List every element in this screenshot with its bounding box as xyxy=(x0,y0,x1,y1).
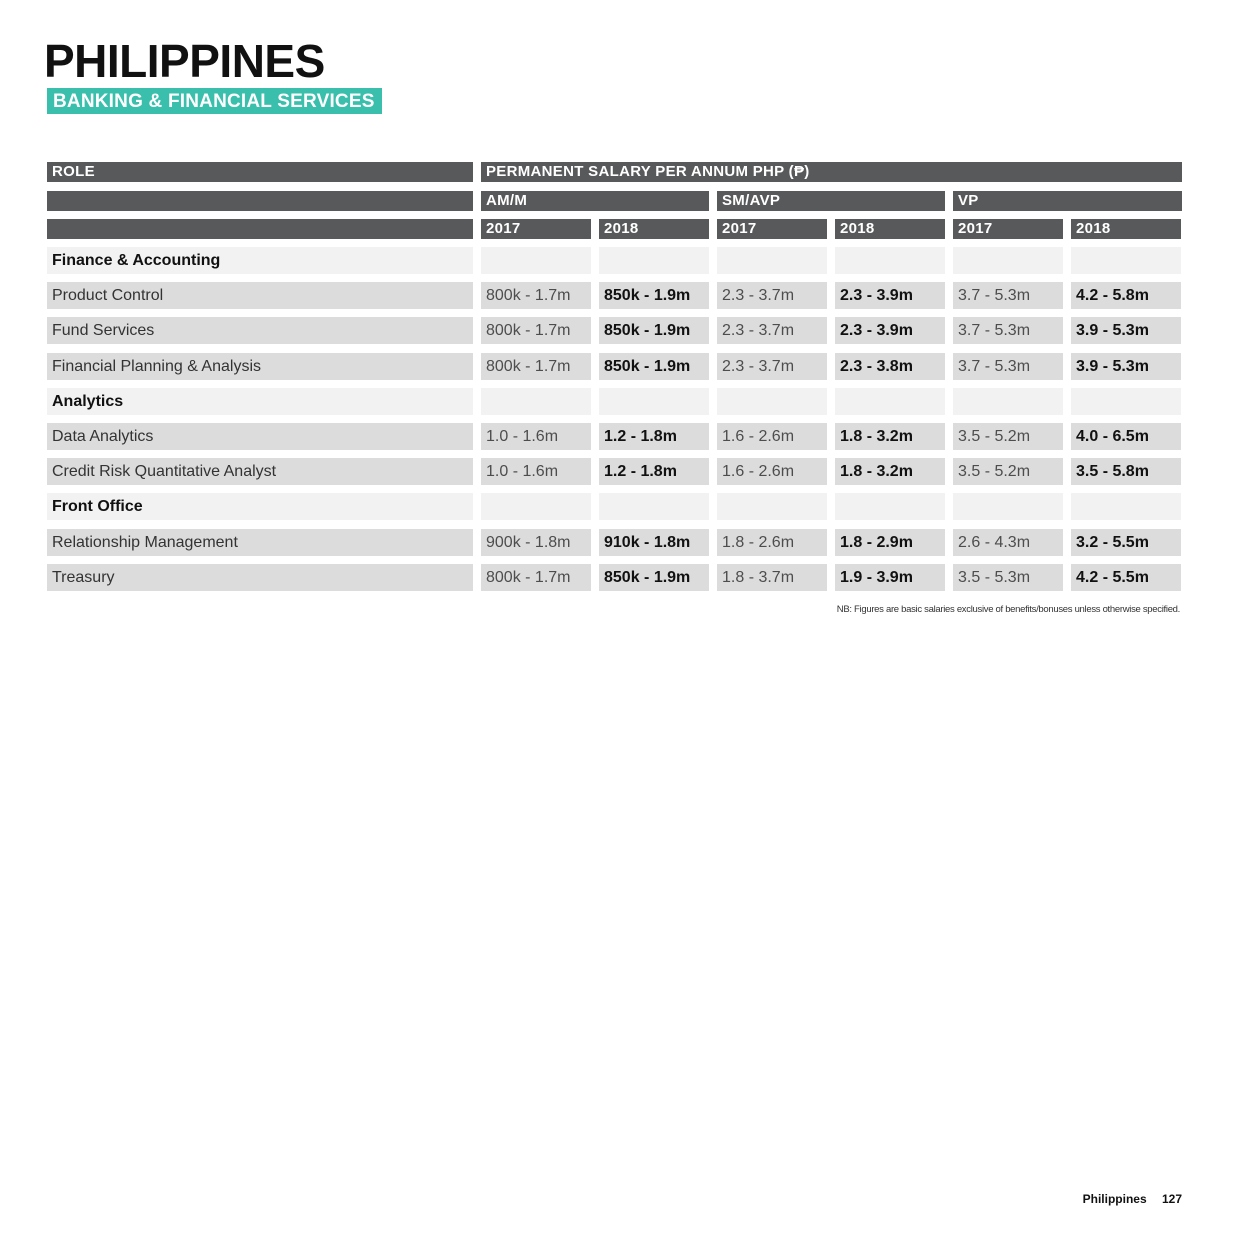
salary-cell: 1.2 - 1.8m xyxy=(599,458,709,485)
salary-cell xyxy=(599,388,709,415)
salary-cell: 3.5 - 5.2m xyxy=(953,458,1063,485)
salary-cell xyxy=(953,247,1063,274)
salary-cell: 3.7 - 5.3m xyxy=(953,317,1063,344)
salary-cell: 3.7 - 5.3m xyxy=(953,282,1063,309)
salary-cell: 910k - 1.8m xyxy=(599,529,709,556)
salary-cell: 800k - 1.7m xyxy=(481,282,591,309)
salary-cell: 3.5 - 5.8m xyxy=(1071,458,1181,485)
salary-cell xyxy=(953,493,1063,520)
category-label: Analytics xyxy=(47,388,473,415)
level-header: AM/M xyxy=(481,191,709,211)
year-header: 2018 xyxy=(835,219,945,239)
salary-cell: 1.8 - 3.2m xyxy=(835,423,945,450)
footer-country: Philippines xyxy=(1082,1192,1147,1206)
salary-cell: 3.5 - 5.3m xyxy=(953,564,1063,591)
salary-cell: 1.6 - 2.6m xyxy=(717,458,827,485)
salary-cell: 2.3 - 3.8m xyxy=(835,353,945,380)
level-header: SM/AVP xyxy=(717,191,945,211)
salary-cell xyxy=(835,388,945,415)
role-label: Product Control xyxy=(47,282,473,309)
salary-cell xyxy=(481,247,591,274)
salary-cell: 3.7 - 5.3m xyxy=(953,353,1063,380)
salary-cell xyxy=(481,388,591,415)
salary-cell: 1.8 - 3.7m xyxy=(717,564,827,591)
salary-cell xyxy=(953,388,1063,415)
role-header-spacer xyxy=(47,191,473,211)
year-header: 2017 xyxy=(717,219,827,239)
salary-cell: 850k - 1.9m xyxy=(599,353,709,380)
year-header: 2017 xyxy=(481,219,591,239)
salary-cell: 3.9 - 5.3m xyxy=(1071,317,1181,344)
salary-cell: 3.5 - 5.2m xyxy=(953,423,1063,450)
role-label: Data Analytics xyxy=(47,423,473,450)
salary-cell xyxy=(1071,493,1181,520)
page-title: PHILIPPINES xyxy=(44,35,325,87)
salary-cell: 850k - 1.9m xyxy=(599,282,709,309)
salary-cell: 2.3 - 3.7m xyxy=(717,353,827,380)
salary-cell: 3.9 - 5.3m xyxy=(1071,353,1181,380)
footnote: NB: Figures are basic salaries exclusive of benefits/bonuses unless otherwise specified. xyxy=(836,604,1180,615)
salary-cell: 1.0 - 1.6m xyxy=(481,458,591,485)
year-header: 2018 xyxy=(1071,219,1181,239)
salary-cell: 4.0 - 6.5m xyxy=(1071,423,1181,450)
salary-cell: 1.0 - 1.6m xyxy=(481,423,591,450)
salary-cell: 4.2 - 5.5m xyxy=(1071,564,1181,591)
salary-header: PERMANENT SALARY PER ANNUM PHP (₱) xyxy=(481,162,1182,182)
salary-cell xyxy=(1071,247,1181,274)
year-header: 2018 xyxy=(599,219,709,239)
level-header: VP xyxy=(953,191,1182,211)
salary-cell: 1.2 - 1.8m xyxy=(599,423,709,450)
role-header: ROLE xyxy=(47,162,473,182)
role-label: Treasury xyxy=(47,564,473,591)
salary-cell xyxy=(717,247,827,274)
salary-cell xyxy=(835,493,945,520)
salary-cell: 2.3 - 3.7m xyxy=(717,282,827,309)
salary-cell: 4.2 - 5.8m xyxy=(1071,282,1181,309)
category-label: Finance & Accounting xyxy=(47,247,473,274)
salary-cell: 2.6 - 4.3m xyxy=(953,529,1063,556)
role-label: Fund Services xyxy=(47,317,473,344)
salary-cell: 850k - 1.9m xyxy=(599,317,709,344)
page-number: 127 xyxy=(1161,1192,1182,1206)
salary-cell: 900k - 1.8m xyxy=(481,529,591,556)
salary-cell: 800k - 1.7m xyxy=(481,564,591,591)
year-header: 2017 xyxy=(953,219,1063,239)
salary-cell xyxy=(717,388,827,415)
salary-cell: 850k - 1.9m xyxy=(599,564,709,591)
salary-cell: 2.3 - 3.9m xyxy=(835,282,945,309)
salary-cell xyxy=(599,493,709,520)
category-label: Front Office xyxy=(47,493,473,520)
salary-cell: 1.6 - 2.6m xyxy=(717,423,827,450)
salary-cell xyxy=(835,247,945,274)
salary-cell: 2.3 - 3.7m xyxy=(717,317,827,344)
salary-cell: 1.9 - 3.9m xyxy=(835,564,945,591)
salary-cell: 1.8 - 3.2m xyxy=(835,458,945,485)
salary-cell xyxy=(599,247,709,274)
salary-cell xyxy=(1071,388,1181,415)
role-label: Financial Planning & Analysis xyxy=(47,353,473,380)
salary-cell: 800k - 1.7m xyxy=(481,353,591,380)
role-header-spacer xyxy=(47,219,473,239)
salary-cell: 1.8 - 2.9m xyxy=(835,529,945,556)
role-label: Relationship Management xyxy=(47,529,473,556)
salary-cell: 3.2 - 5.5m xyxy=(1071,529,1181,556)
salary-cell xyxy=(717,493,827,520)
salary-cell: 800k - 1.7m xyxy=(481,317,591,344)
page-footer xyxy=(1083,1192,1182,1206)
section-tag: BANKING & FINANCIAL SERVICES xyxy=(47,88,382,114)
role-label: Credit Risk Quantitative Analyst xyxy=(47,458,473,485)
salary-cell xyxy=(481,493,591,520)
salary-cell: 2.3 - 3.9m xyxy=(835,317,945,344)
salary-cell: 1.8 - 2.6m xyxy=(717,529,827,556)
